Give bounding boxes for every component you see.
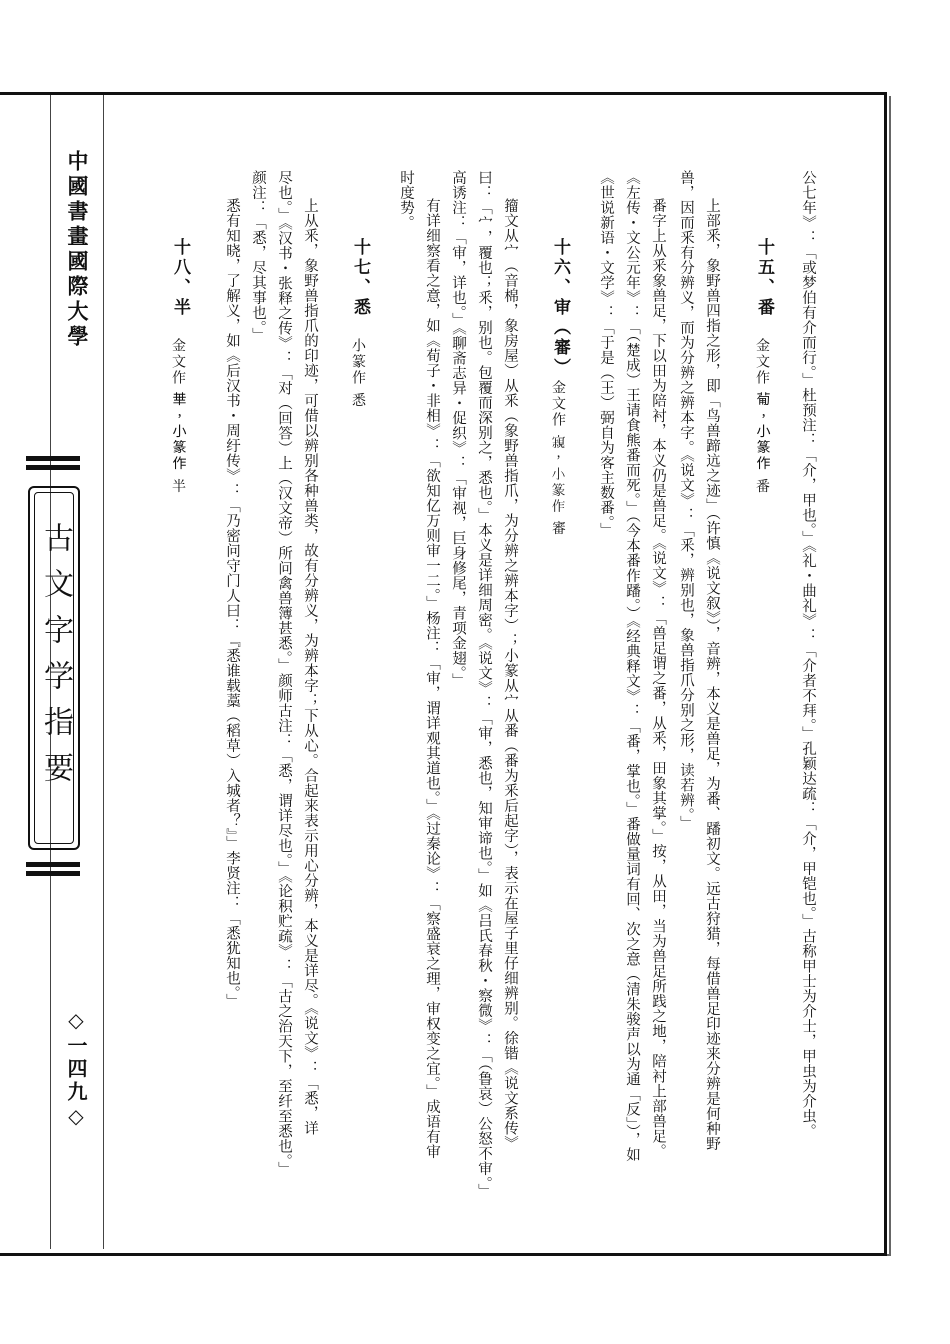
text-column: 尽也。」《汉书・张释之传》：「对（回答）上（汉文帝）所问禽兽簿甚悉。」颜师古注：「悉，谓详尽也。」《论积贮疏》：「古之治天下，至纤至悉也。」 — [276, 170, 292, 1177]
text-column: 曰：「宀，覆也；釆，别也。包覆而深别之，悉也。」本义是详细周密。《说文》：「审，悉也，知审谛也。」如《吕氏春秋・察微》：「（鲁哀）公怒不审。」 — [476, 170, 492, 1199]
text-column: 公七年》：「或梦伯有介而行。」杜预注：「介，甲也。」《礼・曲礼》：「介者不拜。」孔颖达疏：「介，甲铠也。」古称甲士为介士，甲虫为介虫。 — [800, 170, 816, 1139]
section-heading-17: 十七、悉 — [350, 238, 370, 318]
banner-top-bar-2 — [26, 465, 80, 470]
book-title: 古文字学指要 — [38, 522, 73, 798]
text-column: 《左传・文公元年》：「（楚成）王请食熊番而死。」（今本番作蹯。）《经典释文》：「番，掌也。」番做量词有回、次之意（清朱骏声以为通「反」），如 — [624, 170, 640, 1162]
section-forms-15: 金文作 𤰈，小篆作 番 — [754, 338, 770, 495]
series-title: 中國書畫國際大學 — [65, 150, 90, 350]
banner-bottom-bar — [26, 862, 80, 867]
section-forms-18: 金文作 𠦒，小篆作 半 — [170, 338, 186, 495]
section-heading-18: 十八、半 — [170, 238, 190, 318]
text-column: 悉有知晓，了解义，如《后汉书・周纡传》：「乃密问守门人曰：『悉谁载藁（稻草）入城者？』」李贤注：「悉犹知也。」 — [224, 198, 240, 1009]
page-number: ◇一四九◇ — [64, 1008, 88, 1131]
section-heading-16: 十六、审（審） — [550, 238, 570, 378]
text-column: 兽，因而釆有分辨义，而为分辨之辨本字。《说文》：「釆，辨别也，象兽指爪分别之形，读若辨。」 — [678, 170, 694, 831]
banner-top-bar — [26, 456, 80, 461]
section-forms-16: 金文作 𡫁，小篆作 審 — [550, 380, 566, 537]
text-column: 番字上从釆象兽足，下以田为陪衬，本义仍是兽足。《说文》：「兽足谓之番，从釆，田象其掌。」按，从田，当为兽足所践之地，陪衬上部兽足。 — [650, 198, 666, 1159]
text-column: 时度势。 — [398, 170, 414, 230]
text-column: 颜注：「悉，尽其事也。」 — [250, 170, 266, 343]
text-column: 高诱注：「审，详也。」《聊斋志异・促织》：「审视，巨身修尾，青项金翅。」 — [450, 170, 466, 689]
text-column: 上部釆，象野兽四指之形，即「鸟兽蹄迒之迹」（许慎《说文叙》），音辨，本义是兽足，为番、蹯初文。远古狩猎，每借兽足印迹来分辨是何种野 — [704, 198, 720, 1152]
text-column: 籀文从宀（音棉，象房屋）从釆（象野兽指爪，为分辨之辨本字）；小篆从宀从番（番为釆后起字），表示在屋子里仔细辨别。徐锴《说文系传》 — [502, 198, 518, 1151]
section-forms-17: 小篆作 悉 — [350, 338, 366, 409]
text-column: 上从釆，象野兽指爪的印迹，可借以辨别各种兽类，故有分辨义，为辨本字；下从心。合起来表示用心分辨，本义是详尽。《说文》：「悉，详 — [302, 198, 318, 1136]
text-column: 有详细察看之意，如《荀子・非相》：「欲知亿万则审一二。」杨注：「审，谓详观其道也。」《过秦论》：「察盛衰之理，审权变之宜。」成语有审 — [424, 198, 440, 1159]
banner-bottom-bar-2 — [26, 871, 80, 876]
sidebar-rule-right — [103, 95, 104, 1249]
text-column: 《世说新语・文学》：「于是（王）弼自为客主数番。」 — [598, 170, 614, 538]
section-heading-15: 十五、番 — [754, 238, 774, 318]
